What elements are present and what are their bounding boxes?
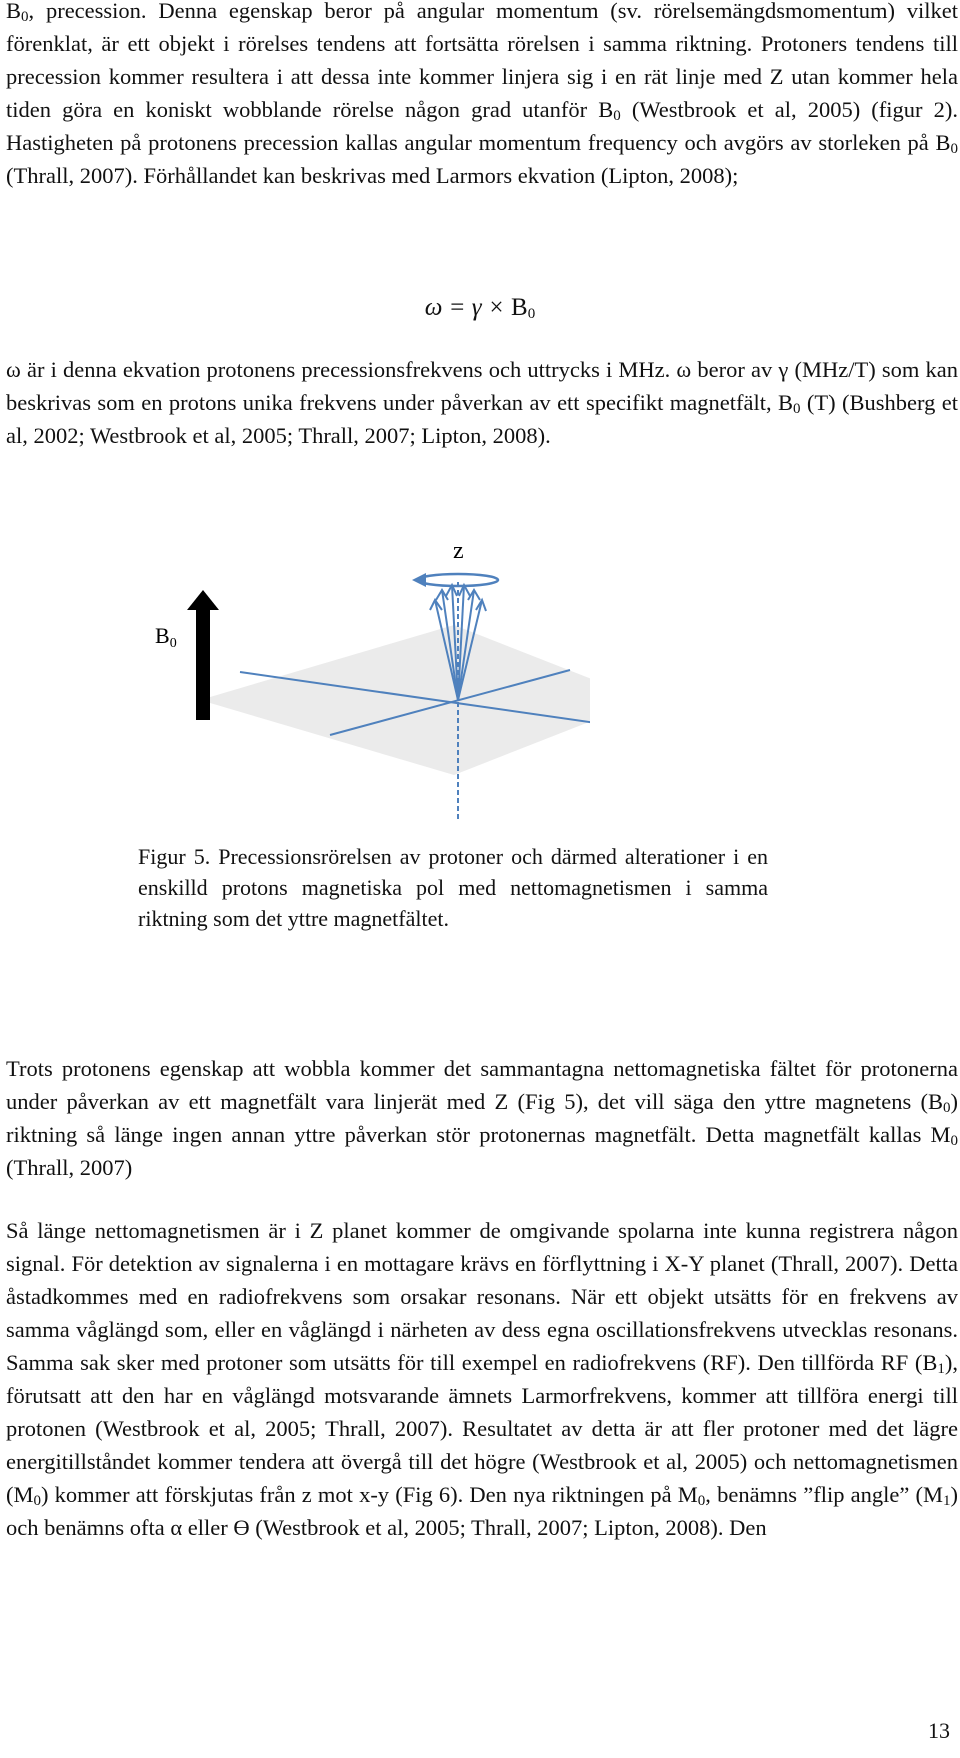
subscript: 1 [943,1493,951,1509]
figure-caption: Figur 5. Precessionsrörelsen av protoner och därmed alterationer i en enskilld protons magnetiska pol med nettomagnetismen i samma riktning som det yttre magnetfältet. [138,844,768,931]
text: , benämns ”flip angle” (M [705,1482,944,1507]
larmor-equation [0,294,960,323]
text: ) och benämns ofta α eller Ө (Westbrook et al, 2005; Thrall, 2007; Lipton, 2008). Den [6,1482,959,1540]
text: Så länge nettomagnetismen är i Z planet kommer de omgivande spolarna inte kunna registrera någon signal. För detektion av signalerna i en mottagare krävs en förflyttning i X-Y planet (Thrall, 2007). Detta åstadkommes med en radiofrekvens som orsakar resonans. När ett objekt utsätts för en frekvens av samma våglängd som, eller en våglängd i närheten av dess egna oscillationsfrekvens utvecklas resonans. Samma sak sker med protoner som utsätts för till exempel en radiofrekvens (RF). Den tillförda RF (B [6,1218,958,1375]
subscript: 0 [21,9,29,25]
subscript: 0 [697,1493,706,1509]
paragraph-1 [6,0,958,192]
paragraph-4 [6,1214,958,1544]
equation-b: B [511,294,528,321]
equation-lhs: ω = γ × [424,294,512,321]
text: (Thrall, 2007) [6,1155,133,1180]
text: , precession. Denna egenskap beror på angular momentum (sv. rörelsemängdsmomentum) vilket förenklat, är ett objekt i rörelses tendens att fortsätta rörelsen i samma riktning. Protoners tendens till precession kommer resultera i att dessa inte kommer linjera sig i en rät linje med Z utan kommer hela tiden göra en koniskt wobblande rörelse någon grad utanför B [6,0,958,122]
rotation-arrowhead [412,573,426,587]
subscript: 0 [33,1493,41,1509]
precession-figure [130,530,590,820]
xy-plane [200,625,590,775]
b0-arrowhead [187,590,219,610]
z-label: z [453,538,464,564]
text: ) riktning så länge ingen annan yttre påverkan stör protonernas magnetfält. Detta magnetfält kallas M [6,1089,958,1147]
text: (T) (Bushberg et al, 2002; Westbrook et al, 2005; Thrall, 2007; Lipton, 2008). [6,390,959,448]
text: (Thrall, 2007). Förhållandet kan beskrivas med Larmors ekvation (Lipton, 2008); [6,163,739,188]
text: ), förutsatt att den har en våglängd motsvarande ämnets Larmorfrekvens, kommer att tillföra energi till protonen (Westbrook et al, 2005; Thrall, 2007). Resultatet av detta är att fler protoner med det lägre energitillståndet kommer tendera att övergå till det högre (Westbrook et al, 2005) och nettomagnetismen (M [6,1350,958,1507]
subscript: 0 [943,1100,951,1116]
text: ω är i denna ekvation protonens precessionsfrekvens och uttrycks i MHz. ω beror av γ (MHz/T) som kan beskrivas som en protons unika frekvens under påverkan av ett specifikt magnetfält, B [6,357,958,415]
text: ) kommer att förskjutas från z mot x-y (Fig 6). Den nya riktningen på M [41,1482,698,1507]
page-number: 13 [928,1718,950,1743]
subscript: 0 [613,108,621,124]
subscript: 0 [793,401,801,417]
subscript: 0 [950,1133,958,1149]
text: B [6,0,22,23]
text: (Westbrook et al, 2005) (figur 2). Hastigheten på protonens precession kallas angular momentum frequency och avgörs av storleken på B [6,97,958,155]
b0-label [155,623,177,651]
paragraph-3 [6,1052,958,1184]
subscript: 0 [950,141,958,157]
b0-label-main: B [155,623,170,648]
subscript: 1 [937,1361,945,1377]
paragraph-2 [6,353,958,452]
b0-label-sub: 0 [169,636,177,651]
text: Trots protonens egenskap att wobbla kommer det sammantagna nettomagnetiska fältet för protonerna under påverkan av ett magnetfält vara linjerät med Z (Fig 5), det vill säga den yttre magnetens (B [6,1056,958,1114]
subscript: 0 [527,306,536,322]
b0-arrow-shaft [196,608,210,720]
